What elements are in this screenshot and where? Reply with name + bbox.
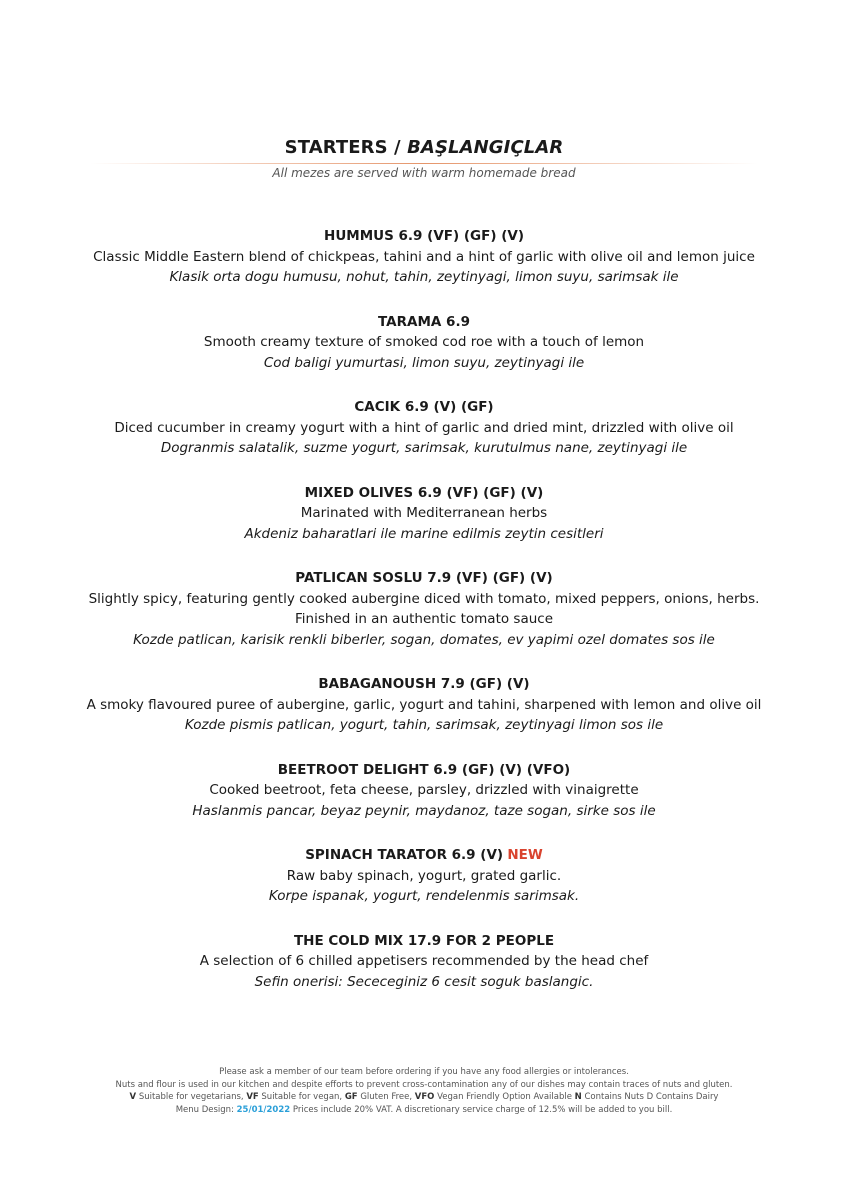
menu-item-title-line [0,226,848,247]
design-label: Menu Design: [175,1104,237,1115]
menu-item-title: PATLICAN SOSLU 7.9 (VF) (GF) (V) [295,570,553,586]
legend-code: GF [344,1092,358,1102]
menu-item-description-turkish: Cod baligi yumurtasi, limon suyu, zeytinyagi ile [263,354,585,371]
menu-item-description: Slightly spicy, featuring gently cooked aubergine diced with tomato, mixed peppers, onions, herbs. [88,590,760,607]
menu-item-description-turkish: Dogranmis salatalik, suzme yogurt, sarimsak, kurutulmus nane, zeytinyagi ile [160,440,688,456]
menu-item-description: Raw baby spinach, yogurt, grated garlic. [286,867,562,884]
legend-text: Suitable for vegetarians, [136,1092,247,1102]
cross-contamination-note: Nuts and flour is used in our kitchen and despite efforts to prevent cross-contamination any of our dishes may contain traces of nuts and gluten. [115,1079,733,1090]
menu-item [0,845,848,907]
menu-item-title-line [0,397,848,418]
new-badge: NEW [507,847,543,863]
menu-item-title: TARAMA 6.9 [378,313,470,330]
title-divider [90,163,758,164]
legend-code: N [574,1092,582,1102]
menu-item-description: Smooth creamy texture of smoked cod roe with a touch of lemon [203,334,645,350]
menu-item-title-line [0,483,848,504]
menu-item-description: A selection of 6 chilled appetisers recommended by the head chef [199,953,649,969]
menu-item-title-line [0,674,848,695]
menu-item-title-line [0,312,848,333]
menu-item-description: A smoky flavoured puree of aubergine, garlic, yogurt and tahini, sharpened with lemon and olive oil [86,696,762,713]
menu-item [0,483,848,545]
title-english: STARTERS / [284,137,401,158]
legend-text: Vegan Friendly Option Available [434,1092,575,1102]
menu-item-description: Diced cucumber in creamy yogurt with a hint of garlic and dried mint, drizzled with olive oil [114,419,734,436]
menu-item-title: MIXED OLIVES 6.9 (VF) (GF) (V) [304,484,544,501]
menu-item [0,397,848,459]
allergy-note: Please ask a member of our team before ordering if you have any food allergies or intolerances. [219,1067,629,1077]
menu-item-description-turkish: Korpe ispanak, yogurt, rendelenmis sarimsak. [268,888,580,904]
title-turkish: BAŞLANGIÇLAR [407,137,564,158]
menu-item-title-line [0,760,848,781]
legend-code: VF [246,1092,259,1102]
menu-item [0,226,848,288]
legend-text: Contains Nuts D Contains Dairy [581,1092,719,1102]
menu-item-title-line [0,845,848,866]
menu-item-title: BABAGANOUSH 7.9 (GF) (V) [318,676,530,692]
menu-design-line [0,1104,848,1117]
menu-item-title-line [0,568,848,589]
footer [0,1066,848,1116]
menu-item-description-turkish: Haslanmis pancar, beyaz peynir, maydanoz, taze sogan, sirke sos ile [192,802,656,819]
menu-item-description-turkish: Kozde pismis patlican, yogurt, tahin, sarimsak, zeytinyagi limon sos ile [184,717,664,733]
menu-item [0,568,848,650]
legend-code: V [129,1092,137,1102]
menu-item-title: BEETROOT DELIGHT 6.9 (GF) (V) (VFO) [277,761,571,778]
menu-item [0,931,848,993]
menu-item-description: Classic Middle Eastern blend of chickpeas, tahini and a hint of garlic with olive oil and lemon juice [93,248,755,265]
menu-item-description-turkish: Akdeniz baharatlari ile marine edilmis zeytin cesitleri [244,525,604,542]
bread-note: All mezes are served with warm homemade bread [272,166,576,180]
menu-item-title-line [0,931,848,952]
dietary-legend [0,1091,848,1104]
menu-item-description: Cooked beetroot, feta cheese, parsley, drizzled with vinaigrette [209,782,639,798]
legend-code: VFO [414,1092,435,1102]
vat-note: Prices include 20% VAT. A discretionary service charge of 12.5% will be added to you bill. [290,1104,673,1115]
menu-item-title: THE COLD MIX 17.9 FOR 2 PEOPLE [293,932,555,949]
page-title [0,137,848,158]
menu-item-description-turkish: Klasik orta dogu humusu, nohut, tahin, zeytinyagi, limon suyu, sarimsak ile [169,269,679,285]
menu-item-title: CACIK 6.9 (V) (GF) [354,399,494,415]
menu-list [0,226,848,1016]
menu-item-description-turkish: Sefin onerisi: Sececeginiz 6 cesit soguk baslangic. [254,973,594,990]
menu-item-description-turkish: Kozde patlican, karisik renkli biberler, sogan, domates, ev yapimi ozel domates sos ile [133,631,715,648]
legend-text: Suitable for vegan, [258,1092,345,1102]
menu-item-title: SPINACH TARATOR 6.9 (V) [305,847,504,863]
design-date: 25/01/2022 [236,1104,291,1115]
legend-text: Gluten Free, [357,1092,415,1102]
menu-item-description: Marinated with Mediterranean herbs [300,505,548,521]
menu-item [0,760,848,822]
menu-item [0,312,848,374]
menu-item-description: Finished in an authentic tomato sauce [294,611,554,627]
menu-item-title: HUMMUS 6.9 (VF) (GF) (V) [324,228,524,244]
menu-item [0,674,848,736]
